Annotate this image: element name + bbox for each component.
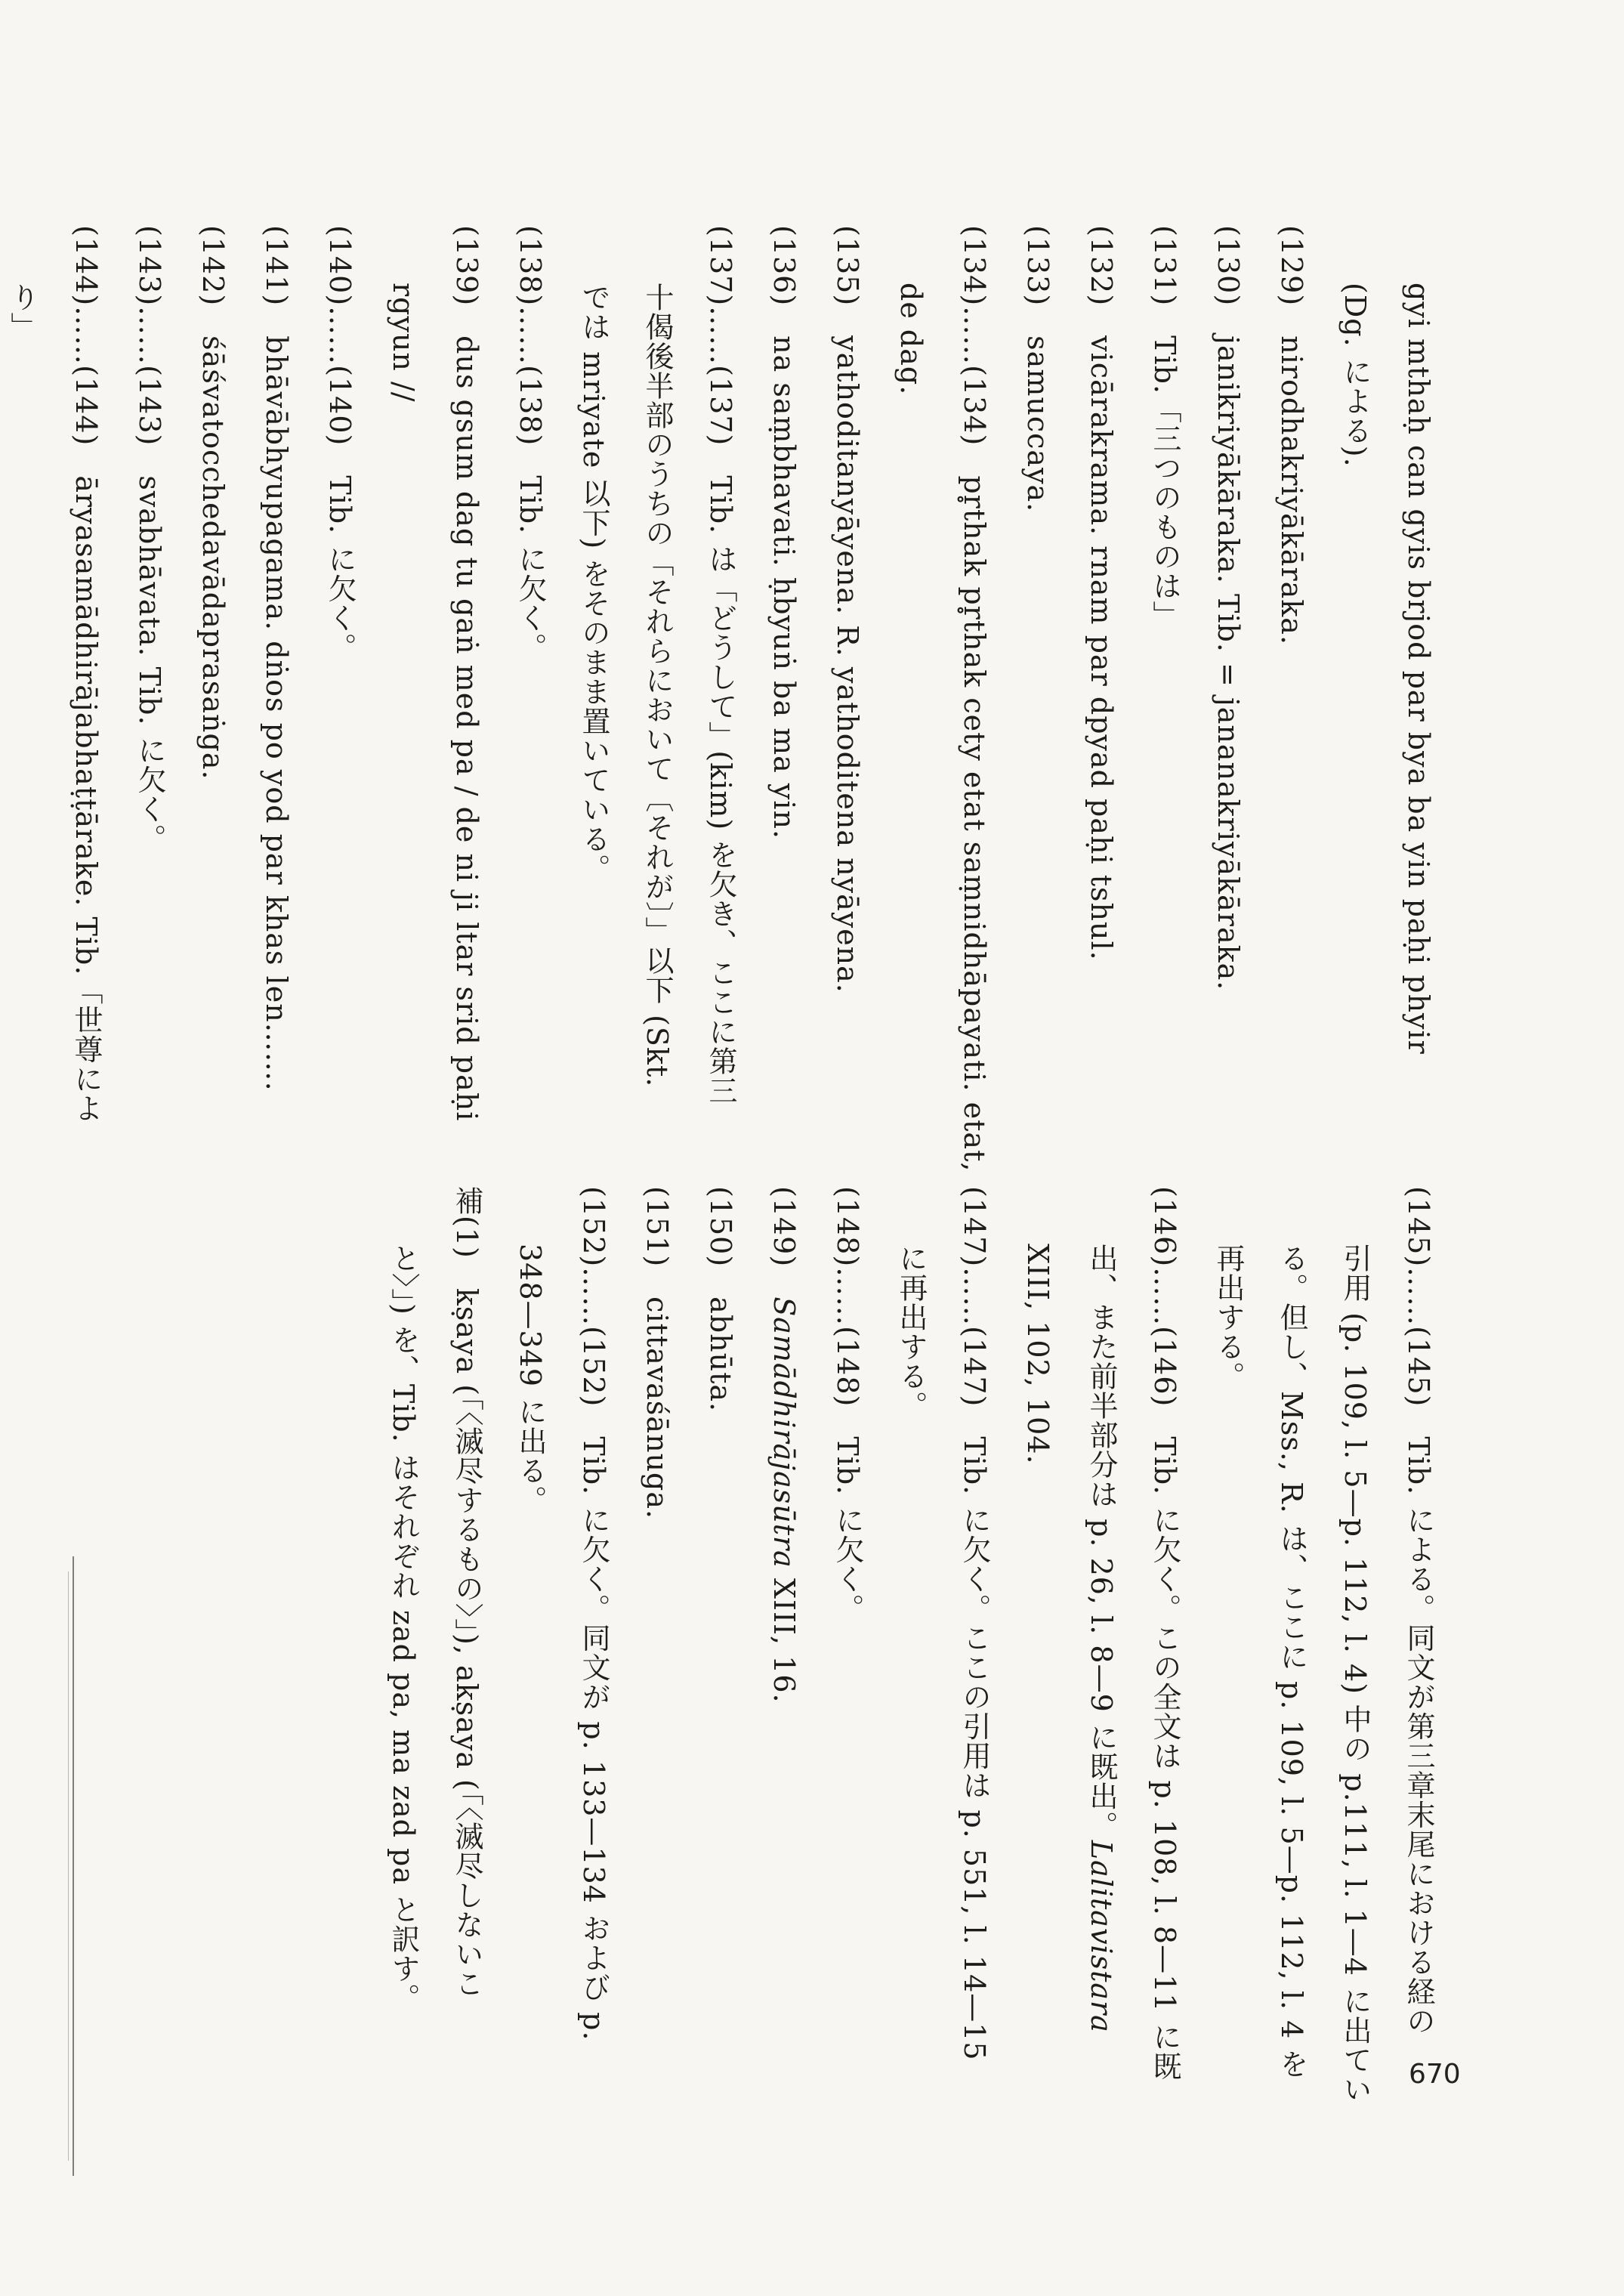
note-line: (148)……(148) Tib. に欠く。 [831, 1186, 864, 1624]
note-line: (138)……(138) Tib. に欠く。 [514, 225, 547, 663]
work-title: Samādhirājasūtra [767, 1296, 801, 1568]
note-line: (131) Tib.「三つのものは」 [1148, 225, 1181, 631]
note-line: 引用 (p. 109, l. 5—p. 112, l. 4) 中の p.111, l. 1—4 に出てい [1338, 1244, 1372, 2105]
note-line: に再出する。 [894, 1244, 928, 1420]
note-line: (150) abhūta. [704, 1186, 737, 1413]
note-line: (146)……(146) Tib. に欠く。この全文は p. 108, l. 8—11 に既 [1148, 1186, 1181, 2081]
note-line: (140)……(140) Tib. に欠く。 [323, 225, 357, 663]
note-line: (144)……(144) āryasamādhirājabhaṭṭārake. Tib.「世尊によ [69, 225, 103, 1123]
note-line: (135) yathoditanyāyena. R. yathoditena nyāyena. [831, 225, 864, 993]
note-line [752, 1186, 816, 2244]
note-line: (147)……(147) Tib. に欠く。ここの引用は p. 551, l. 14—15 [958, 1186, 991, 2061]
work-title: Lalitavistara [1085, 1840, 1118, 2033]
note-line: (Dg. による). [1338, 283, 1372, 468]
note-line: (139) dus gsum dag tu gaṅ med pa / de ni ji ltar srid paḥi [450, 225, 483, 1122]
note-line: と〉」) を、Tib. はそれぞれ zad pa, ma zad pa と訳す。 [387, 1244, 420, 2013]
note-line: (136) na saṃbhavati. ḥbyuṅ ba ma yin. [767, 225, 801, 840]
note-line: 再出する。 [1212, 1244, 1245, 1391]
page-number: 670 [1409, 2059, 1461, 2090]
note-line: (152)……(152) Tib. に欠く。同文が p. 133—134 および p. [577, 1186, 610, 2041]
binding-edge-line [68, 1571, 69, 2161]
note-line: る。但し、Mss., R. は、ここに p. 109, l. 5—p. 112, l. 4 を [1275, 1244, 1308, 2079]
note-text: XIII, 16. [767, 1568, 801, 1704]
note-line: (132) vicārakrama. rnam par dpyad paḥi tshul. [1085, 225, 1118, 961]
note-line: (134)……(134) pr̥thak pr̥thak cety etat saṃnidhāpayati. etat, [958, 225, 991, 1173]
note-line: (151) cittavaśānuga. [641, 1186, 674, 1520]
note-text: 出、また前半部分は p. 26, l. 8—9 に既出。 [1085, 1244, 1118, 1840]
note-line: (137)……(137) Tib. は「どうして」(kim) を欠き、ここに第三 [704, 225, 737, 1106]
note-line: rgyun // [387, 283, 420, 403]
note-line: (142) śāśvatocchedavādaprasaṅga. [196, 225, 230, 780]
note-line: (133) samuccaya. [1021, 225, 1054, 513]
binding-edge-line [73, 1556, 74, 2176]
notes-upper-block [0, 225, 1450, 1328]
note-line: (130) janikriyākāraka. Tib. = jananakriyākāraka. [1212, 225, 1245, 991]
note-line: (145)……(145) Tib. による。同文が第三章末尾における経の [1402, 1186, 1435, 2036]
note-line: de dag. [894, 283, 928, 396]
note-line: XIII, 102, 104. [1021, 1244, 1054, 1465]
note-line: (143)……(143) svabhāvata. Tib. に欠く。 [133, 225, 166, 854]
note-line: 348—349 に出る。 [514, 1244, 547, 1516]
note-line: り」 [6, 283, 39, 341]
note-line: では mriyate 以下) をそのまま置いている。 [577, 283, 610, 884]
note-line: (129) nirodhakriyākāraka. [1275, 225, 1308, 646]
notes-lower-block [372, 1186, 1450, 2244]
note-line: (141) bhāvābhyupagama. dṅos po yod par khas len……. [260, 225, 293, 1092]
note-line [1070, 1186, 1133, 2244]
note-line: gyi mthaḥ can gyis brjod par bya ba yin paḥi phyir [1402, 283, 1435, 1055]
note-text: (149) [767, 1186, 801, 1297]
note-line: 補(1) kṣaya (「〈滅尽するもの〉」), akṣaya (「〈滅尽しないこ [450, 1186, 483, 1998]
note-line: 十偈後半部のうちの「それらにおいて〔それが〕」以下 (Skt. [641, 283, 674, 1088]
